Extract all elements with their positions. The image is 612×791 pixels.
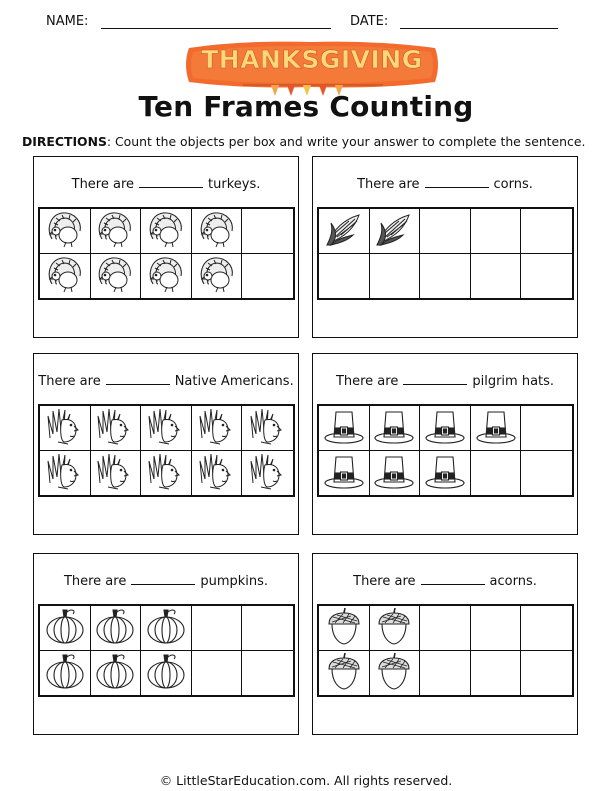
frame-cell: [40, 651, 91, 695]
frame-cell: [370, 254, 421, 298]
ten-frame: [317, 604, 574, 697]
counting-panel: [33, 553, 299, 735]
frame-cell: [40, 209, 91, 254]
sentence: [34, 572, 298, 589]
frame-cell: [192, 451, 243, 495]
answer-blank[interactable]: [139, 175, 203, 188]
frame-cell: [521, 209, 572, 254]
native-american-icon: [145, 451, 187, 495]
pilgrim-hat-icon: [424, 406, 466, 450]
native-american-icon: [196, 451, 238, 495]
footer-copyright: © LittleStarEducation.com. All rights reserved.: [159, 773, 453, 788]
frame-cell: [40, 606, 91, 651]
turkey-icon: [44, 209, 86, 253]
page-title: Ten Frames Counting: [138, 90, 474, 123]
frame-cell: [192, 209, 243, 254]
directions: [22, 134, 607, 149]
frame-cell: [521, 651, 572, 695]
sentence-suffix: corns.: [493, 177, 533, 192]
banner-title: THANKSGIVING: [201, 45, 423, 74]
frame-cell: [420, 254, 471, 298]
pumpkin-icon: [44, 651, 86, 695]
acorn-icon: [373, 606, 415, 650]
native-american-icon: [247, 451, 289, 495]
frame-cell: [242, 209, 293, 254]
counting-panel: [33, 353, 299, 535]
frame-cell: [91, 254, 142, 298]
frame-cell: [420, 209, 471, 254]
acorn-icon: [323, 606, 365, 650]
frame-cell: [420, 406, 471, 451]
frame-cell: [521, 406, 572, 451]
corn-icon: [373, 209, 415, 253]
frame-cell: [319, 209, 370, 254]
pumpkin-icon: [94, 651, 136, 695]
turkey-icon: [196, 254, 238, 298]
frame-cell: [91, 606, 142, 651]
answer-blank[interactable]: [421, 572, 485, 585]
turkey-icon: [44, 254, 86, 298]
pilgrim-hat-icon: [475, 406, 517, 450]
frame-cell: [521, 451, 572, 495]
sentence: [313, 572, 577, 589]
frame-cell: [141, 451, 192, 495]
frame-cell: [40, 451, 91, 495]
frame-cell: [141, 651, 192, 695]
directions-label: DIRECTIONS: [22, 134, 107, 149]
frame-cell: [521, 606, 572, 651]
turkey-icon: [94, 209, 136, 253]
counting-panel: [312, 353, 578, 535]
pilgrim-hat-icon: [373, 406, 415, 450]
frame-cell: [242, 606, 293, 651]
thanksgiving-banner: [183, 40, 441, 88]
acorn-icon: [373, 651, 415, 695]
frame-cell: [471, 451, 522, 495]
pumpkin-icon: [145, 606, 187, 650]
frame-cell: [192, 606, 243, 651]
answer-blank[interactable]: [403, 372, 467, 385]
sentence-suffix: pilgrim hats.: [472, 374, 555, 389]
sentence-suffix: acorns.: [489, 574, 537, 589]
frame-cell: [370, 209, 421, 254]
frame-cell: [91, 209, 142, 254]
frame-cell: [242, 451, 293, 495]
native-american-icon: [44, 406, 86, 450]
sentence-prefix: There are: [63, 574, 127, 589]
sentence-prefix: There are: [38, 374, 101, 389]
ten-frame: [317, 207, 574, 300]
sentence-prefix: There are: [353, 574, 416, 589]
sentence-prefix: There are: [71, 177, 135, 192]
name-label: NAME:: [46, 14, 89, 29]
pilgrim-hat-icon: [323, 406, 365, 450]
pilgrim-hat-icon: [373, 451, 415, 495]
native-american-icon: [94, 406, 136, 450]
frame-cell: [471, 651, 522, 695]
frame-cell: [370, 451, 421, 495]
frame-cell: [319, 606, 370, 651]
native-american-icon: [44, 451, 86, 495]
date-row: [350, 14, 558, 29]
frame-cell: [370, 406, 421, 451]
frame-cell: [370, 651, 421, 695]
frame-cell: [521, 254, 572, 298]
date-line[interactable]: [400, 14, 558, 29]
frame-cell: [420, 606, 471, 651]
answer-blank[interactable]: [425, 175, 489, 188]
frame-cell: [242, 651, 293, 695]
date-label: DATE:: [350, 14, 389, 29]
sentence: [34, 175, 298, 192]
frame-cell: [91, 406, 142, 451]
ten-frame: [38, 404, 295, 497]
frame-cell: [40, 254, 91, 298]
frame-cell: [319, 651, 370, 695]
answer-blank[interactable]: [106, 372, 170, 385]
native-american-icon: [145, 406, 187, 450]
frame-cell: [471, 606, 522, 651]
frame-cell: [91, 451, 142, 495]
frame-cell: [319, 254, 370, 298]
frame-cell: [420, 651, 471, 695]
counting-panel: [312, 156, 578, 338]
frame-cell: [242, 406, 293, 451]
directions-text: : Count the objects per box and write your answer to complete the sentence.: [106, 134, 586, 149]
frame-cell: [91, 651, 142, 695]
frame-cell: [471, 209, 522, 254]
sentence-suffix: Native Americans.: [174, 374, 294, 389]
turkey-icon: [145, 254, 187, 298]
answer-blank[interactable]: [131, 572, 195, 585]
corn-icon: [323, 209, 365, 253]
frame-cell: [192, 651, 243, 695]
frame-cell: [471, 254, 522, 298]
frame-cell: [141, 254, 192, 298]
frame-cell: [192, 254, 243, 298]
turkey-icon: [196, 209, 238, 253]
sentence: [313, 372, 577, 389]
ten-frame: [38, 207, 295, 300]
sentence: [34, 372, 298, 389]
sentence-suffix: pumpkins.: [200, 574, 269, 589]
pumpkin-icon: [44, 606, 86, 650]
sentence-prefix: There are: [335, 374, 399, 389]
turkey-icon: [145, 209, 187, 253]
name-line[interactable]: [101, 14, 331, 29]
pilgrim-hat-icon: [424, 451, 466, 495]
sentence-suffix: turkeys.: [208, 177, 261, 192]
frame-cell: [471, 406, 522, 451]
native-american-icon: [247, 406, 289, 450]
frame-cell: [192, 406, 243, 451]
frame-cell: [40, 406, 91, 451]
ten-frame: [38, 604, 295, 697]
pumpkin-icon: [94, 606, 136, 650]
frame-cell: [242, 254, 293, 298]
counting-panel: [312, 553, 578, 735]
native-american-icon: [196, 406, 238, 450]
turkey-icon: [94, 254, 136, 298]
sentence-prefix: There are: [357, 177, 420, 192]
frame-cell: [141, 406, 192, 451]
frame-cell: [141, 209, 192, 254]
pilgrim-hat-icon: [323, 451, 365, 495]
frame-cell: [370, 606, 421, 651]
name-row: [46, 14, 331, 29]
counting-panel: [33, 156, 299, 338]
frame-cell: [319, 451, 370, 495]
pumpkin-icon: [145, 651, 187, 695]
native-american-icon: [94, 451, 136, 495]
frame-cell: [420, 451, 471, 495]
frame-cell: [319, 406, 370, 451]
sentence: [313, 175, 577, 192]
acorn-icon: [323, 651, 365, 695]
ten-frame: [317, 404, 574, 497]
frame-cell: [141, 606, 192, 651]
